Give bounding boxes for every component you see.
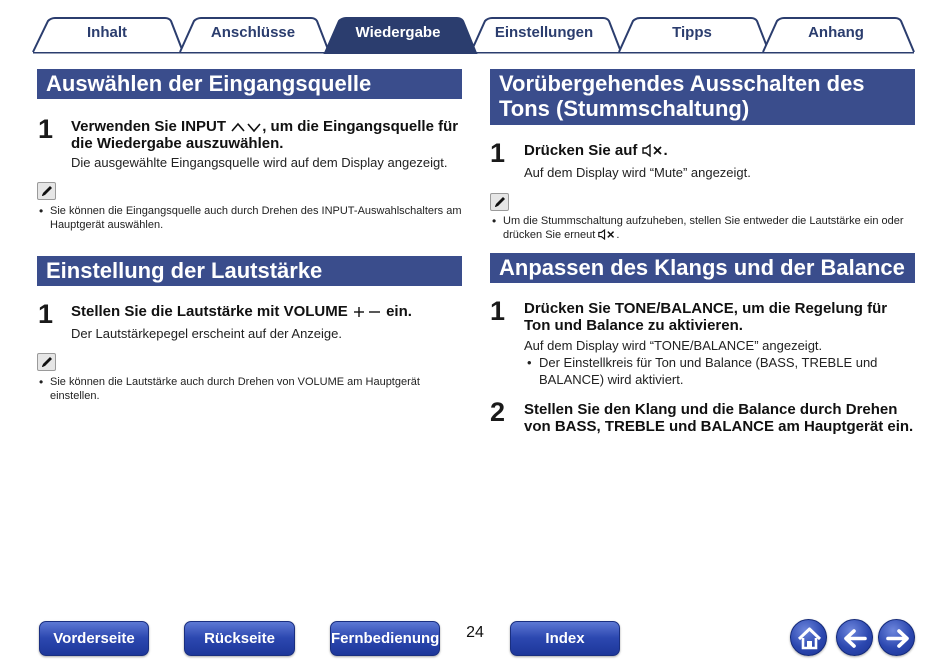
note-mute bbox=[491, 214, 916, 242]
tab-anhang[interactable]: Anhang bbox=[808, 24, 864, 41]
tab-tipps[interactable]: Tipps bbox=[672, 24, 712, 41]
remote-control-button[interactable]: Fernbedienung bbox=[330, 621, 440, 656]
arrow-right-icon bbox=[879, 620, 916, 657]
step-title-volume-part-b: ein. bbox=[381, 303, 412, 320]
step-title-mute bbox=[524, 142, 914, 159]
step-title-volume-part-a: Stellen Sie die Lautstärke mit VOLUME bbox=[71, 303, 348, 320]
tab-einstellungen[interactable]: Einstellungen bbox=[494, 24, 594, 41]
step-body-volume: Der Lautstärkepegel erscheint auf der Anzeige. bbox=[71, 326, 343, 341]
pencil-icon bbox=[490, 193, 509, 211]
tab-inhalt[interactable]: Inhalt bbox=[87, 24, 127, 41]
tab-bar bbox=[0, 0, 950, 56]
note-mute-period: . bbox=[616, 229, 620, 241]
section-header-volume: Einstellung der Lautstärke bbox=[37, 256, 462, 286]
home-icon bbox=[791, 620, 828, 657]
step-number: 1 bbox=[38, 114, 54, 144]
note-input: • Sie können die Eingangsquelle auch durch Drehen des INPUT-Auswahlschalters am Hauptgerät auswählen. bbox=[38, 204, 463, 232]
front-panel-button[interactable]: Vorderseite bbox=[39, 621, 149, 656]
step-title-input-part-b: , um die Eingangsquelle für die Wiedergabe auszuwählen. bbox=[71, 118, 459, 152]
index-button[interactable]: Index bbox=[510, 621, 620, 656]
page-number: 24 bbox=[466, 624, 484, 641]
cursor-up-down-icon bbox=[230, 121, 262, 133]
tab-wiedergabe[interactable]: Wiedergabe bbox=[355, 24, 441, 41]
step-body-tone-bullet: • Der Einstellkreis für Ton und Balance (BASS, TREBLE und BALANCE) wird aktiviert. bbox=[524, 354, 914, 388]
home-button[interactable] bbox=[790, 619, 827, 656]
tab-anschluesse[interactable]: Anschlüsse bbox=[210, 24, 296, 41]
step-title-mute-period: . bbox=[663, 142, 668, 159]
arrow-left-icon bbox=[837, 620, 874, 657]
plus-minus-icon bbox=[352, 306, 382, 318]
step-body-tone bbox=[524, 337, 914, 388]
note-mute-text: Um die Stummschaltung aufzuheben, stellen Sie entweder die Lautstärke ein oder drücken Sie erneut bbox=[503, 215, 904, 241]
section-header-tone: Anpassen des Klangs und der Balance bbox=[490, 253, 915, 283]
mute-speaker-icon bbox=[642, 144, 664, 157]
section-header-mute: Vorübergehendes Ausschalten des Tons (Stummschaltung) bbox=[490, 69, 915, 125]
step-number: 1 bbox=[490, 138, 506, 168]
previous-page-button[interactable] bbox=[836, 619, 873, 656]
step-number: 2 bbox=[490, 397, 506, 427]
step-title-input bbox=[71, 118, 461, 152]
next-page-button[interactable] bbox=[878, 619, 915, 656]
section-header-input: Auswählen der Eingangsquelle bbox=[37, 69, 462, 99]
step-title-tone: Drücken Sie TONE/BALANCE, um die Regelung für Ton und Balance zu aktivieren. bbox=[524, 300, 888, 334]
pencil-icon bbox=[37, 182, 56, 200]
step-title-mute-text: Drücken Sie auf bbox=[524, 142, 638, 159]
mute-speaker-icon bbox=[598, 229, 616, 240]
step-number: 1 bbox=[38, 299, 54, 329]
step-body-mute: Auf dem Display wird “Mute” angezeigt. bbox=[524, 165, 751, 180]
step-number: 1 bbox=[490, 296, 506, 326]
step-body-input: Die ausgewählte Eingangsquelle wird auf dem Display angezeigt. bbox=[71, 155, 448, 170]
step-body-tone-text: Auf dem Display wird “TONE/BALANCE” angezeigt. bbox=[524, 338, 823, 353]
step-title-input-part-a: Verwenden Sie INPUT bbox=[71, 118, 227, 135]
note-volume: • Sie können die Lautstärke auch durch Drehen von VOLUME am Hauptgerät einstellen. bbox=[38, 375, 463, 403]
rear-panel-button[interactable]: Rückseite bbox=[184, 621, 295, 656]
step-title-volume bbox=[71, 303, 461, 320]
step-title-balance: Stellen Sie den Klang und die Balance durch Drehen von BASS, TREBLE und BALANCE am Hauptgerät ein. bbox=[524, 401, 914, 435]
pencil-icon bbox=[37, 353, 56, 371]
